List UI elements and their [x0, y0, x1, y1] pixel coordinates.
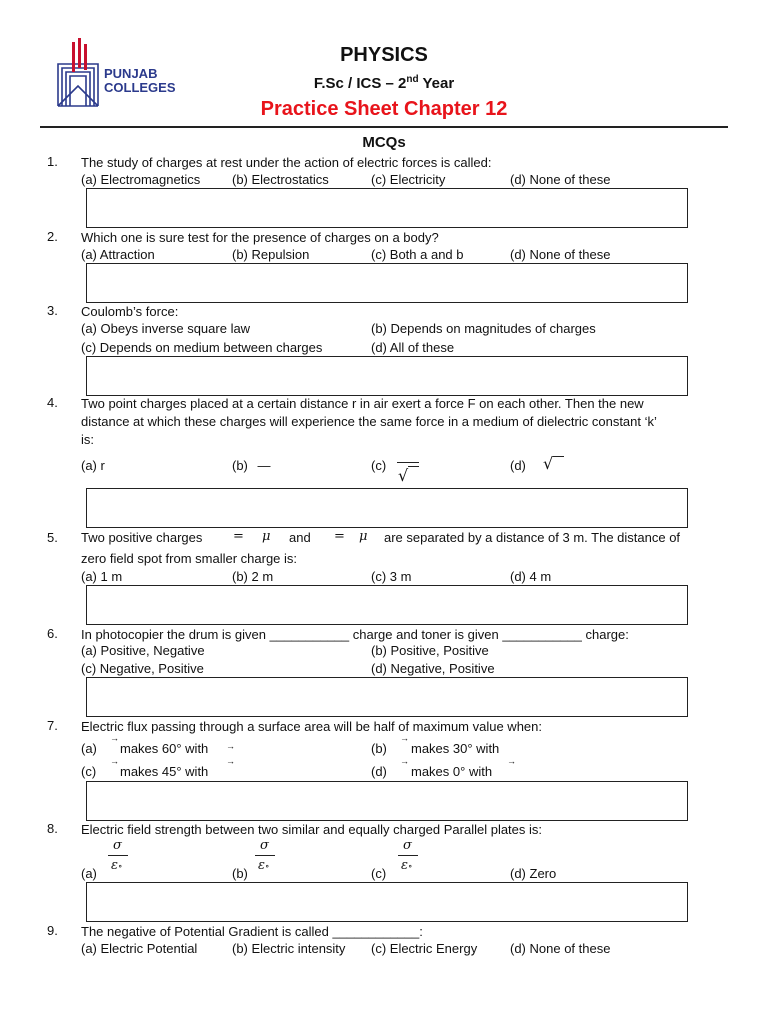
- q8-a-bar: [108, 855, 128, 856]
- q8-a-naught: ∘: [117, 862, 123, 872]
- q7-option-a[interactable]: (a): [81, 741, 97, 756]
- q1-option-b[interactable]: (b) Electrostatics: [232, 172, 329, 187]
- q2-option-b[interactable]: (b) Repulsion: [232, 247, 310, 262]
- q3-option-a[interactable]: (a) Obeys inverse square law: [81, 321, 251, 336]
- q7-arrow-c2: →: [226, 756, 235, 766]
- q3-option-c[interactable]: (c) Depends on medium between charges: [81, 340, 323, 355]
- q4-sqrt-c: √: [398, 466, 409, 485]
- q5-text-b: and: [289, 530, 311, 545]
- q7-option-a-text: makes 60° with: [120, 741, 209, 756]
- q9-option-c[interactable]: (c) Electric Energy: [371, 941, 478, 956]
- q2-text: Which one is sure test for the presence of charges on a body?: [81, 230, 439, 245]
- q9-option-b[interactable]: (b) Electric intensity: [232, 941, 346, 956]
- q5-mu-2: μ: [359, 529, 368, 544]
- q8-c-bar: [398, 855, 418, 856]
- q1-number: 1.: [47, 154, 58, 169]
- q8-c-naught: ∘: [407, 862, 413, 872]
- header-divider: [40, 126, 728, 128]
- q8-b-eps: ε: [258, 858, 265, 873]
- q4-number: 4.: [47, 395, 58, 410]
- q2-option-d[interactable]: (d) None of these: [510, 247, 611, 262]
- q6-text: In photocopier the drum is given ___________ charge and toner is given ___________ charge:: [81, 627, 629, 642]
- q5-option-a[interactable]: (a) 1 m: [81, 569, 123, 584]
- q8-text: Electric field strength between two similar and equally charged Parallel plates is:: [81, 822, 543, 837]
- q8-a-epsilon: [111, 858, 122, 873]
- q4-sqrt-d-bar: [553, 456, 564, 457]
- q1-answer-box[interactable]: [86, 188, 688, 228]
- q7-option-d-text: makes 0° with: [411, 764, 493, 779]
- q7-option-c-text: makes 45° with: [120, 764, 209, 779]
- q2-number: 2.: [47, 229, 58, 244]
- q4-option-c[interactable]: [371, 458, 386, 473]
- q5-option-d[interactable]: (d) 4 m: [510, 569, 552, 584]
- q7-option-c[interactable]: (c): [81, 764, 97, 779]
- sheet-title: Practice Sheet Chapter 12: [260, 98, 508, 120]
- q6-option-c[interactable]: (c) Negative, Positive: [81, 661, 204, 676]
- q5-equals-1: =: [233, 529, 244, 544]
- q9-option-d[interactable]: (d) None of these: [510, 941, 611, 956]
- q8-number: 8.: [47, 821, 58, 836]
- page-subtitle: [0, 74, 768, 92]
- q7-arrow-a1: →: [110, 733, 119, 743]
- q3-answer-box[interactable]: [86, 356, 688, 396]
- q7-answer-box[interactable]: [86, 781, 688, 821]
- q3-option-d[interactable]: (d) All of these: [371, 340, 455, 355]
- q7-text: Electric flux passing through a surface area will be half of maximum value when:: [81, 719, 542, 734]
- q7-option-d[interactable]: (d): [371, 764, 387, 779]
- q6-answer-box[interactable]: [86, 677, 688, 717]
- q8-a-eps: ε: [111, 858, 118, 873]
- q3-option-b[interactable]: (b) Depends on magnitudes of charges: [371, 321, 596, 336]
- q8-a-sigma: σ: [113, 838, 122, 853]
- q5-mu-1: μ: [262, 529, 271, 544]
- q9-number: 9.: [47, 923, 58, 938]
- q4-option-c-label: (c): [371, 458, 387, 473]
- q5-number: 5.: [47, 530, 58, 545]
- q8-option-b[interactable]: (b): [232, 866, 248, 881]
- q5-text-line2: zero field spot from smaller charge is:: [81, 551, 298, 566]
- q4-option-d[interactable]: (d): [510, 458, 526, 473]
- logo-text-2: COLLEGES: [104, 80, 176, 95]
- q8-option-a[interactable]: (a): [81, 866, 97, 881]
- q7-arrow-d2: →: [507, 756, 516, 766]
- q6-number: 6.: [47, 626, 58, 641]
- subtitle-pre: F.Sc / ICS – 2: [313, 75, 407, 92]
- q7-arrow-b1: →: [400, 733, 409, 743]
- q8-b-sigma: σ: [260, 838, 269, 853]
- q8-option-d[interactable]: (d) Zero: [510, 866, 557, 881]
- q5-option-c[interactable]: (c) 3 m: [371, 569, 412, 584]
- q9-text: The negative of Potential Gradient is called ____________:: [81, 924, 423, 939]
- q5-text-a: Two positive charges: [81, 530, 203, 545]
- q8-b-epsilon: [258, 858, 269, 873]
- section-heading: MCQs: [362, 134, 406, 151]
- q5-option-b[interactable]: (b) 2 m: [232, 569, 274, 584]
- q8-c-sigma: σ: [403, 838, 412, 853]
- q1-option-c[interactable]: (c) Electricity: [371, 172, 446, 187]
- logo-text-1: PUNJAB: [104, 66, 158, 81]
- q8-answer-box[interactable]: [86, 882, 688, 922]
- q4-sqrt-c-bar: [408, 466, 419, 467]
- q1-option-d[interactable]: (d) None of these: [510, 172, 611, 187]
- q4-option-b-label: (b): [232, 458, 248, 473]
- q7-arrow-c1: →: [110, 756, 119, 766]
- q8-c-eps: ε: [401, 858, 408, 873]
- q6-option-b[interactable]: (b) Positive, Positive: [371, 643, 489, 658]
- q7-arrow-a2: →: [226, 741, 235, 751]
- subtitle-sup: nd: [406, 74, 419, 85]
- q7-option-b[interactable]: (b): [371, 741, 387, 756]
- q7-number: 7.: [47, 718, 58, 733]
- q4-text-line3: is:: [81, 432, 94, 447]
- subtitle-post: Year: [418, 75, 455, 92]
- q2-option-c[interactable]: (c) Both a and b: [371, 247, 464, 262]
- q8-c-epsilon: [401, 858, 412, 873]
- q4-option-a[interactable]: (a) r: [81, 458, 105, 473]
- q2-option-a[interactable]: (a) Attraction: [81, 247, 155, 262]
- q4-dash-symbol: —: [257, 458, 271, 473]
- q4-fraction-bar: [397, 462, 419, 463]
- q1-text: The study of charges at rest under the action of electric forces is called:: [81, 155, 492, 170]
- q8-b-bar: [255, 855, 275, 856]
- q4-option-b[interactable]: [232, 458, 271, 473]
- q3-number: 3.: [47, 303, 58, 318]
- q5-text-c: are separated by a distance of 3 m. The distance of: [384, 530, 681, 545]
- q4-text-line2: distance at which these charges will experience the same force in a medium of dielectric constant ‘k’: [81, 414, 657, 429]
- q7-arrow-d1: →: [400, 756, 409, 766]
- q9-option-a[interactable]: (a) Electric Potential: [81, 941, 198, 956]
- q2-answer-box[interactable]: [86, 263, 688, 303]
- q4-answer-box[interactable]: [86, 488, 688, 528]
- q4-text-line1: Two point charges placed at a certain distance r in air exert a force F on each other. Then the new: [81, 396, 644, 411]
- q8-b-naught: ∘: [264, 862, 270, 872]
- q5-answer-box[interactable]: [86, 585, 688, 625]
- q5-equals-2: =: [334, 529, 345, 544]
- q1-option-a[interactable]: (a) Electromagnetics: [81, 172, 201, 187]
- q6-option-d[interactable]: (d) Negative, Positive: [371, 661, 495, 676]
- q7-option-b-text: makes 30° with: [411, 741, 500, 756]
- page-title: PHYSICS: [340, 44, 428, 66]
- q3-text: Coulomb’s force:: [81, 304, 179, 319]
- q4-sqrt-d: √: [543, 454, 554, 473]
- q8-option-c[interactable]: (c): [371, 866, 387, 881]
- q6-option-a[interactable]: (a) Positive, Negative: [81, 643, 205, 658]
